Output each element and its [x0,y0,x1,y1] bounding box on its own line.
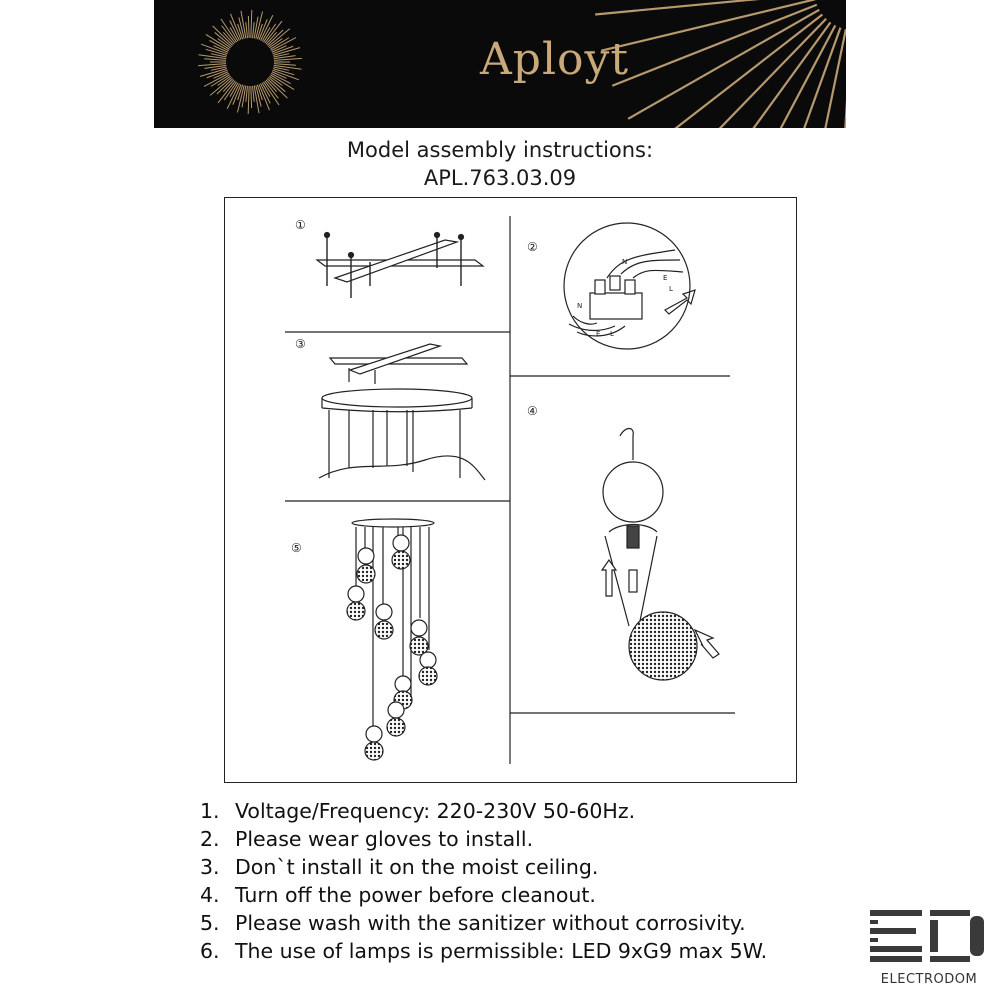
step-1-mounting-bracket [317,233,483,299]
document-title: Model assembly instructions: [346,138,654,162]
safety-notes [200,797,860,965]
assembly-diagram [224,197,797,783]
list-item: 1. Voltage/Frequency: 220-230V 50-60Hz. [200,799,636,823]
step-1-label: ① [295,218,306,232]
wire-label-n-top: N [622,258,628,266]
model-number: APL.763.03.09 [423,166,577,190]
step-5-label: ⑤ [291,541,302,555]
list-item: 4. Turn off the power before cleanout. [200,883,596,907]
list-item: 5. Please wash with the sanitizer without corrosivity. [200,911,746,935]
assembly-illustration [225,198,798,784]
step-2-label: ② [527,240,538,254]
step-4-label: ④ [527,404,538,418]
step-2-wiring-terminal [564,223,695,349]
step-3-label: ③ [295,337,306,351]
wire-label-l-bottom: L [610,330,614,338]
mesh-shade [629,612,697,680]
watermark-name: ELECTRODOM [880,972,978,987]
brand-banner [154,0,846,128]
list-item: 2. Please wear gloves to install. [200,827,534,851]
list-item: 3. Don`t install it on the moist ceiling. [200,855,599,879]
brand-name: Aployt [480,34,630,85]
wire-label-l-top: L [669,285,673,293]
wire-label-e-bottom: E [596,330,601,338]
list-item: 6. The use of lamps is permissible: LED 9xG9 max 5W. [200,939,768,963]
wire-label-e-top: E [663,274,668,282]
wire-label-n-bottom: N [577,302,583,310]
step-3-canopy-install [319,344,485,480]
